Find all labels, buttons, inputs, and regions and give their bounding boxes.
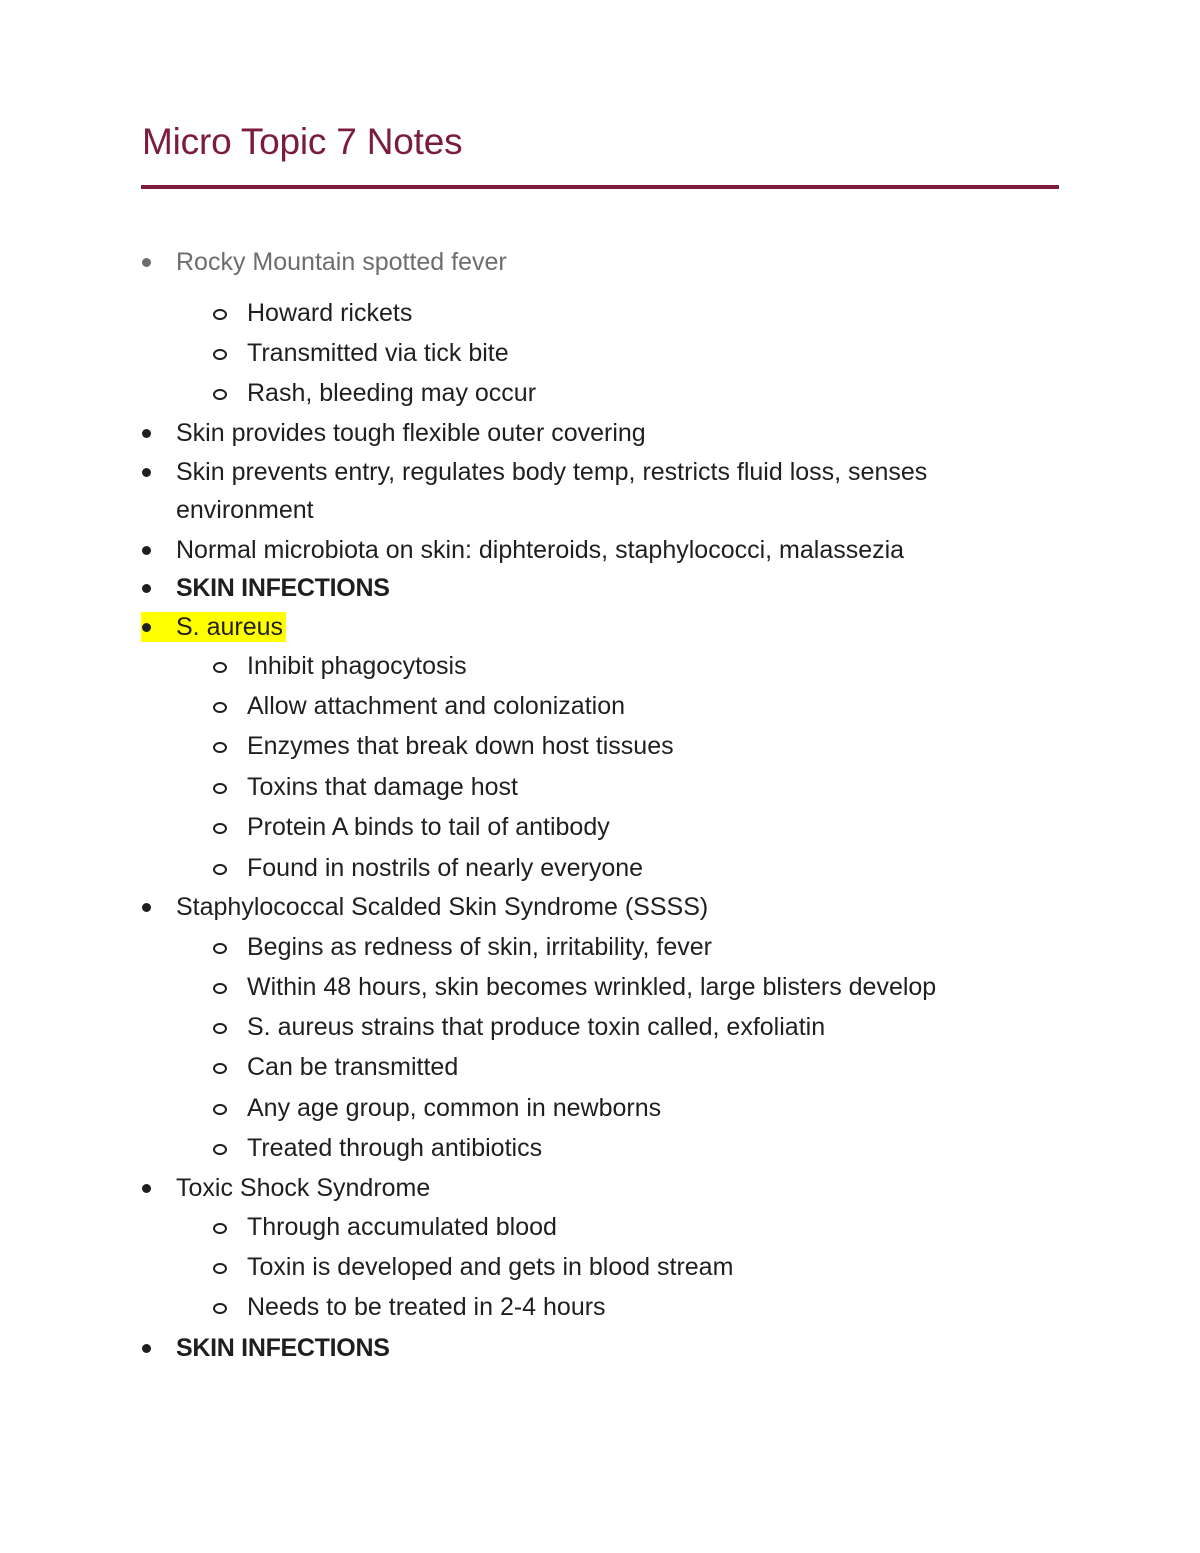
item-text: Skin prevents entry, regulates body temp, restricts fluid loss, senses (176, 458, 928, 486)
bullet-circle-icon (213, 1023, 227, 1034)
item-text: Any age group, common in newborns (247, 1094, 662, 1122)
sub-list-item (247, 971, 936, 1003)
item-text-continuation: environment (176, 496, 314, 524)
item-text: Enzymes that break down host tissues (247, 732, 674, 760)
item-text: Inhibit phagocytosis (247, 652, 467, 680)
bullet-circle-icon (213, 702, 227, 713)
item-text: S. aureus (176, 613, 284, 641)
item-text: Through accumulated blood (247, 1213, 557, 1241)
sub-list-item (247, 852, 643, 884)
bullet-circle-icon (213, 1223, 227, 1234)
bullet-disc-icon (142, 546, 151, 555)
bullet-disc-icon (142, 468, 151, 477)
sub-list-item (247, 1132, 542, 1164)
bullet-circle-icon (213, 1063, 227, 1074)
sub-list-item (247, 1251, 733, 1283)
item-text: Skin provides tough flexible outer covering (176, 419, 646, 447)
item-text: Toxins that damage host (247, 773, 518, 801)
list-item (176, 891, 708, 923)
bullet-disc-icon (142, 429, 151, 438)
title-divider (141, 185, 1059, 189)
bullet-circle-icon (213, 1303, 227, 1314)
bullet-disc-icon (142, 1344, 151, 1353)
sub-list-item (247, 690, 625, 722)
bullet-circle-icon (213, 309, 227, 320)
bullet-disc-icon (142, 623, 151, 632)
item-text: Rocky Mountain spotted fever (176, 248, 507, 276)
item-text: SKIN INFECTIONS (176, 574, 390, 602)
sub-list-item (247, 1051, 458, 1083)
page-title: Micro Topic 7 Notes (142, 121, 463, 162)
sub-list-item (247, 771, 518, 803)
item-text: S. aureus strains that produce toxin called, exfoliatin (247, 1013, 826, 1041)
bullet-circle-icon (213, 389, 227, 400)
sub-list-item (247, 730, 674, 762)
item-text: Toxin is developed and gets in blood stream (247, 1253, 734, 1281)
item-text: Can be transmitted (247, 1053, 459, 1081)
list-item (176, 611, 283, 643)
bullet-disc-icon (142, 258, 151, 267)
list-item (176, 456, 927, 526)
bullet-circle-icon (213, 742, 227, 753)
sub-list-item (247, 337, 509, 369)
item-text: Staphylococcal Scalded Skin Syndrome (SSSS) (176, 893, 709, 921)
sub-list-item (247, 1291, 606, 1323)
sub-list-item (247, 931, 712, 963)
sub-list-item (247, 297, 412, 329)
item-text: Needs to be treated in 2-4 hours (247, 1293, 606, 1321)
item-text: Rash, bleeding may occur (247, 379, 537, 407)
bullet-circle-icon (213, 349, 227, 360)
item-text: Found in nostrils of nearly everyone (247, 854, 644, 882)
bullet-circle-icon (213, 1263, 227, 1274)
list-item (176, 534, 904, 566)
sub-list-item (247, 1011, 825, 1043)
item-text: Within 48 hours, skin becomes wrinkled, large blisters develop (247, 973, 937, 1001)
sub-list-item (247, 1092, 661, 1124)
sub-list-item (247, 1211, 557, 1243)
bullet-circle-icon (213, 1144, 227, 1155)
list-item (176, 572, 390, 604)
list-item (176, 1332, 390, 1364)
item-text: Toxic Shock Syndrome (176, 1174, 431, 1202)
item-text: Treated through antibiotics (247, 1134, 543, 1162)
bullet-circle-icon (213, 943, 227, 954)
bullet-circle-icon (213, 823, 227, 834)
sub-list-item (247, 811, 610, 843)
bullet-circle-icon (213, 983, 227, 994)
bullet-circle-icon (213, 864, 227, 875)
item-text: Howard rickets (247, 299, 413, 327)
bullet-circle-icon (213, 783, 227, 794)
sub-list-item (247, 377, 536, 409)
list-item (176, 1172, 430, 1204)
item-text: Begins as redness of skin, irritability, fever (247, 933, 713, 961)
item-text: Allow attachment and colonization (247, 692, 626, 720)
bullet-disc-icon (142, 903, 151, 912)
list-item (176, 417, 646, 449)
item-text: Normal microbiota on skin: diphteroids, staphylococci, malassezia (176, 536, 905, 564)
item-text: Protein A binds to tail of antibody (247, 813, 610, 841)
bullet-disc-icon (142, 584, 151, 593)
bullet-circle-icon (213, 1104, 227, 1115)
item-text: SKIN INFECTIONS (176, 1334, 390, 1362)
bullet-disc-icon (142, 1184, 151, 1193)
sub-list-item (247, 650, 467, 682)
item-text: Transmitted via tick bite (247, 339, 509, 367)
bullet-circle-icon (213, 662, 227, 673)
list-item (176, 246, 507, 278)
